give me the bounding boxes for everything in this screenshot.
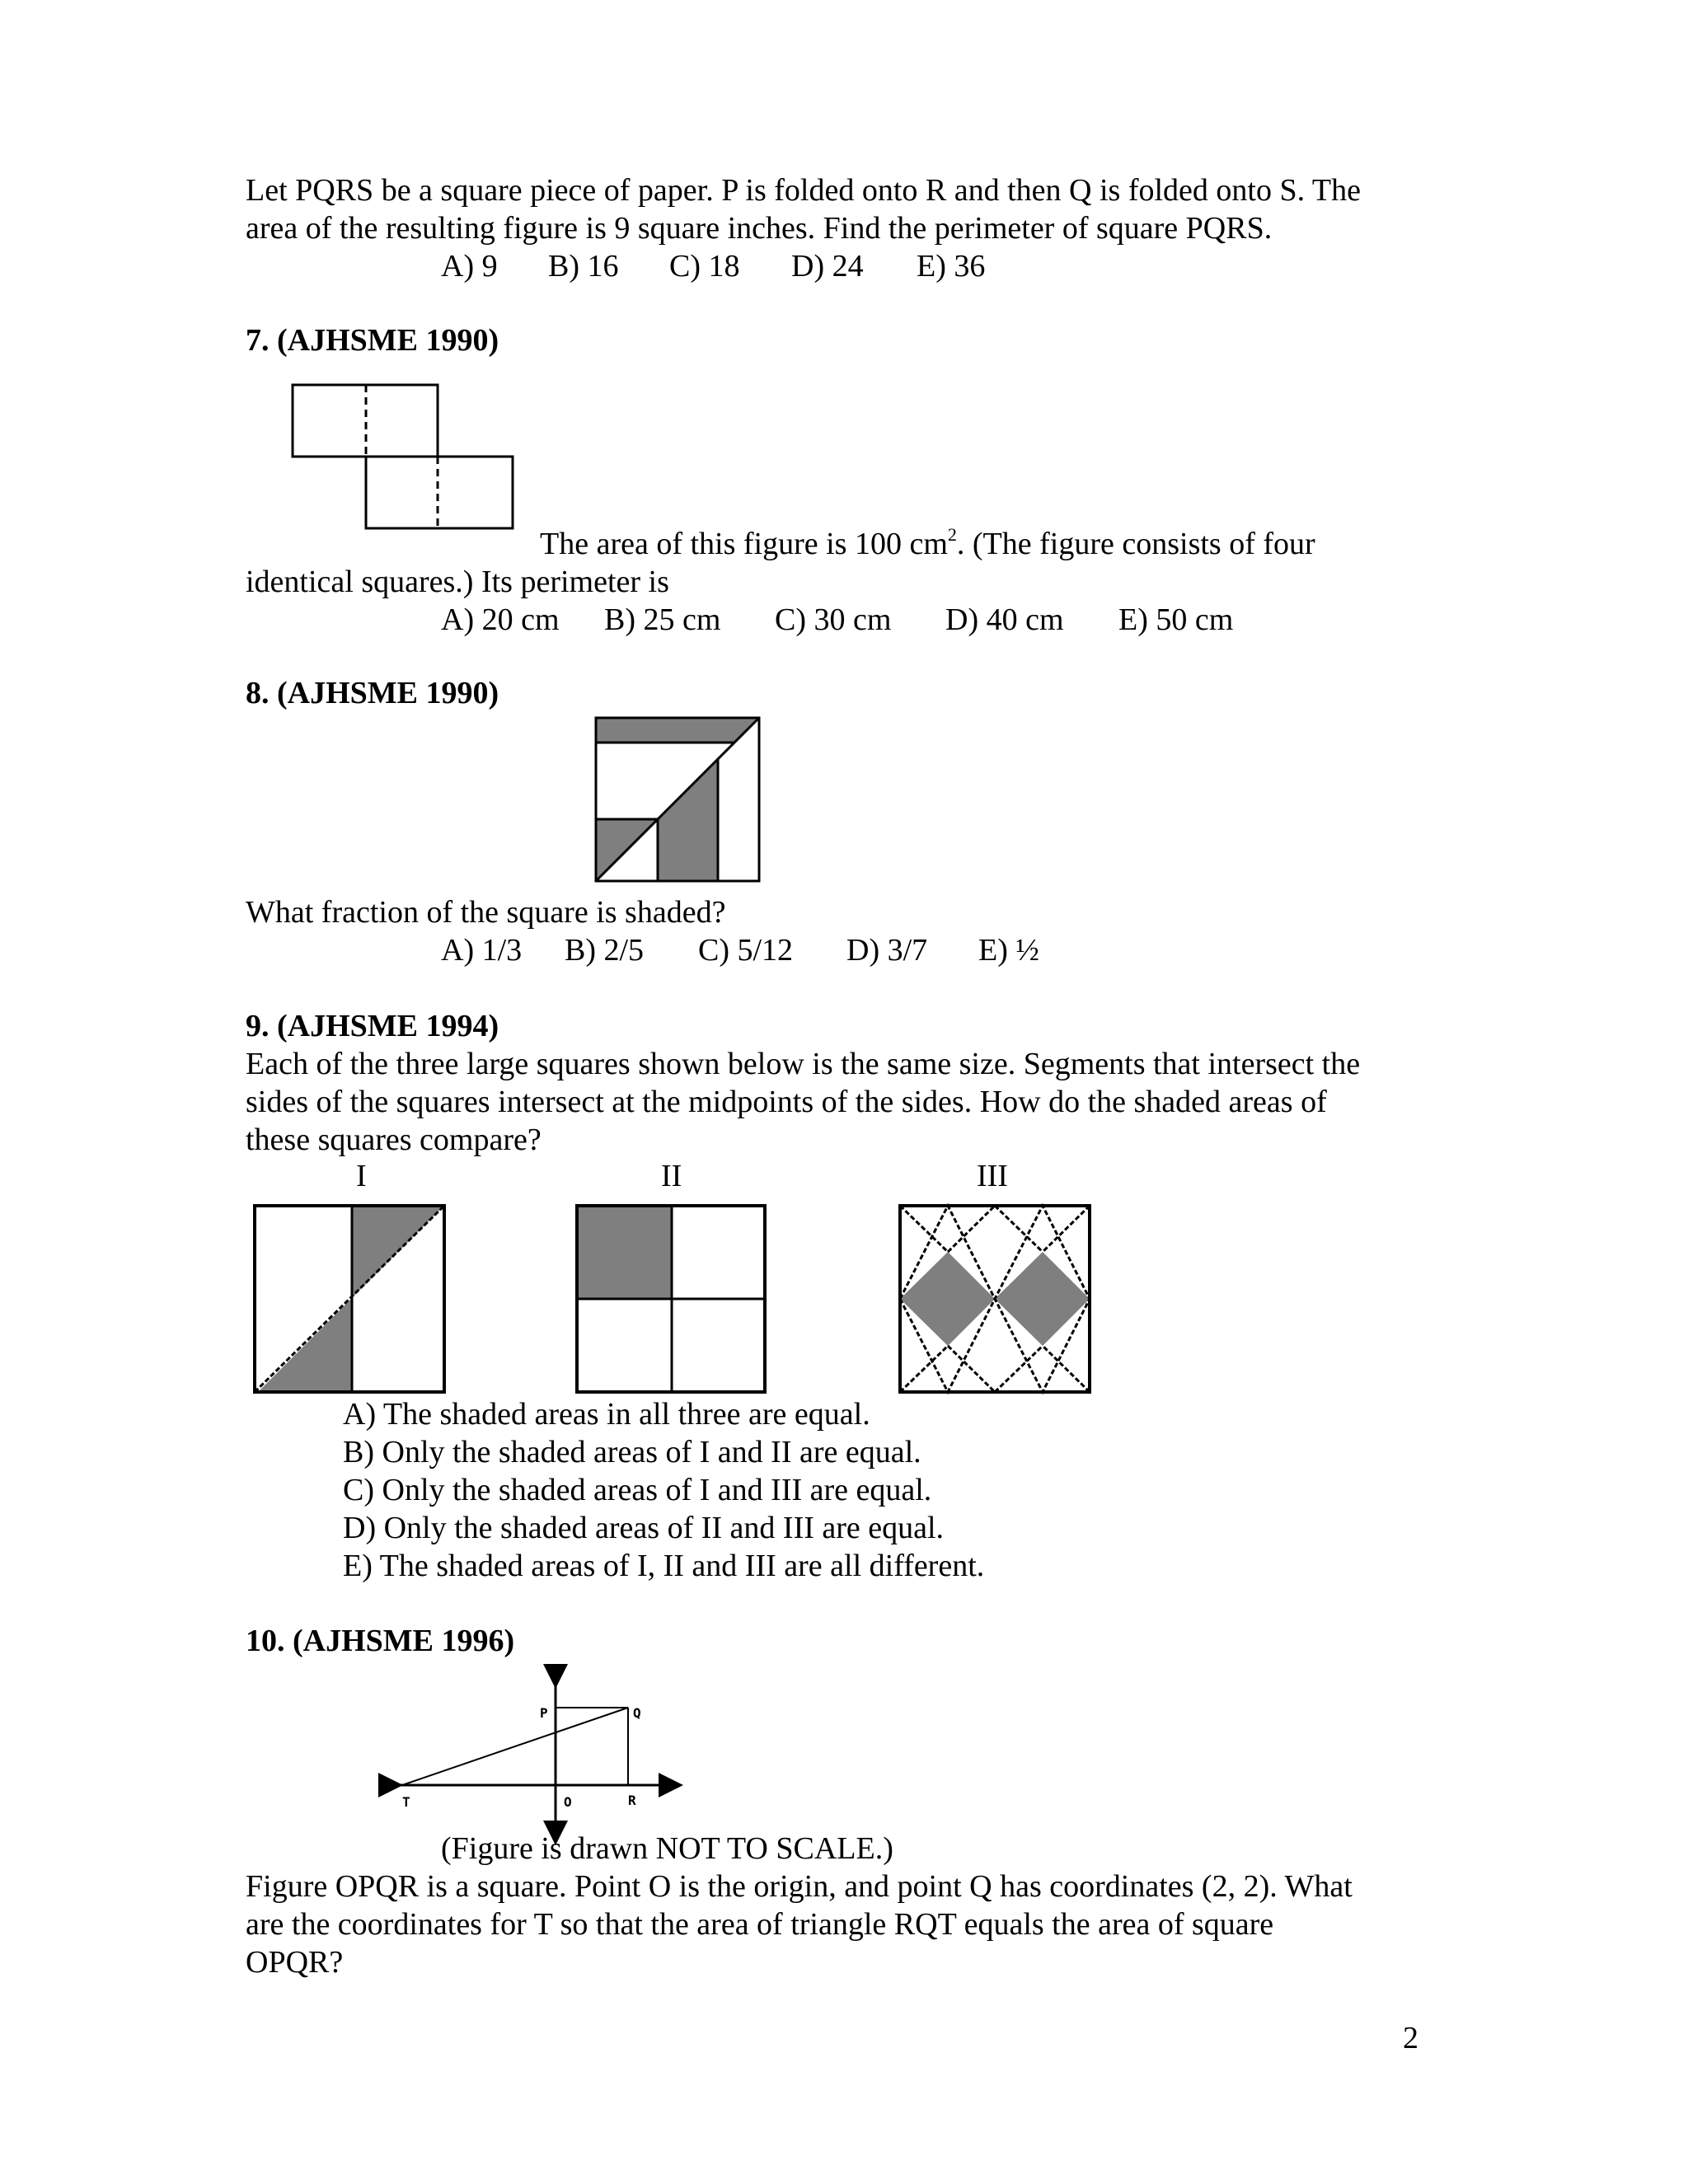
q8-heading: 8. (AJHSME 1990) [246, 676, 499, 710]
q9-heading: 9. (AJHSME 1994) [246, 1009, 499, 1043]
q7-text-line1 [540, 525, 1315, 563]
q7-text-area: The area of this figure is 100 cm [540, 527, 948, 561]
q9-figure-iii [897, 1202, 1095, 1396]
q9-choice-b: B) Only the shaded areas of I and II are equal. [343, 1435, 921, 1469]
q9-choice-a: A) The shaded areas in all three are equal. [343, 1397, 870, 1432]
q10-segment-tq [402, 1708, 628, 1785]
q10-text-line2: are the coordinates for T so that the area of triangle RQT equals the area of square [246, 1907, 1274, 1942]
q7-option-a: A) 20 cm [441, 602, 560, 637]
q7-top-rect [293, 385, 438, 457]
q9-choice-d: D) Only the shaded areas of II and III are equal. [343, 1511, 945, 1545]
q10-heading: 10. (AJHSME 1996) [246, 1624, 515, 1658]
q8-option-a: A) 1/3 [441, 933, 523, 968]
q8-option-b: B) 2/5 [565, 933, 645, 968]
q9-iii-shaded-right-diamond [995, 1252, 1090, 1346]
q6-option-d: D) 24 [791, 249, 864, 284]
q7-option-d: D) 40 cm [945, 602, 1064, 637]
q9-choice-c: C) Only the shaded areas of I and III are equal. [343, 1473, 932, 1507]
page-number: 2 [1403, 2021, 1418, 2055]
q6-text-line1: Let PQRS be a square piece of paper. P is folded onto R and then Q is folded onto S. The [246, 173, 1361, 208]
q8-figure [592, 714, 765, 883]
q10-label-q: Q [633, 1705, 641, 1721]
q10-note: (Figure is drawn NOT TO SCALE.) [441, 1831, 893, 1866]
q9-label-iii: III [977, 1159, 1008, 1193]
q9-i-shaded-lower [260, 1298, 352, 1390]
q10-label-p: P [540, 1705, 548, 1721]
q9-ii-shaded-quadrant [577, 1206, 672, 1299]
q9-figure-ii [574, 1202, 770, 1396]
q6-option-e: E) 36 [917, 249, 986, 284]
q10-text-line3: OPQR? [246, 1945, 344, 1980]
q9-choice-e: E) The shaded areas of I, II and III are all different. [343, 1549, 985, 1583]
q10-label-o: O [564, 1794, 572, 1810]
q9-text-line3: these squares compare? [246, 1122, 542, 1157]
q6-option-b: B) 16 [548, 249, 619, 284]
q7-option-c: C) 30 cm [775, 602, 892, 637]
q6-option-c: C) 18 [669, 249, 740, 284]
q8-shaded-top-band [596, 718, 759, 743]
q10-label-r: R [628, 1793, 636, 1808]
q7-heading: 7. (AJHSME 1990) [246, 323, 499, 358]
q8-option-d: D) 3/7 [846, 933, 928, 968]
q8-option-e: E) ½ [978, 933, 1039, 968]
q7-superscript: 2 [947, 524, 957, 545]
q7-option-e: E) 50 cm [1118, 602, 1234, 637]
q9-text-line2: sides of the squares intersect at the midpoints of the sides. How do the shaded areas of [246, 1085, 1327, 1119]
q6-text-line2: area of the resulting figure is 9 square inches. Find the perimeter of square PQRS. [246, 211, 1273, 246]
q9-figure-i [251, 1202, 449, 1396]
q9-text-line1: Each of the three large squares shown below is the same size. Segments that intersect the [246, 1047, 1361, 1081]
q9-iii-shaded-left-diamond [900, 1252, 995, 1346]
q8-option-c: C) 5/12 [698, 933, 794, 968]
q7-figure [288, 381, 519, 534]
q10-text-line1: Figure OPQR is a square. Point O is the origin, and point Q has coordinates (2, 2). What [246, 1869, 1353, 1904]
q7-bottom-rect [366, 457, 513, 528]
q7-text-area-cont: . (The figure consists of four [956, 527, 1315, 561]
q9-label-i: I [356, 1159, 367, 1193]
q7-option-b: B) 25 cm [604, 602, 721, 637]
q7-text-line2: identical squares.) Its perimeter is [246, 565, 669, 599]
q8-question: What fraction of the square is shaded? [246, 895, 726, 930]
q6-option-a: A) 9 [441, 249, 498, 284]
q9-label-ii: II [661, 1159, 682, 1193]
q10-figure [381, 1668, 686, 1843]
q10-label-t: T [402, 1794, 410, 1810]
